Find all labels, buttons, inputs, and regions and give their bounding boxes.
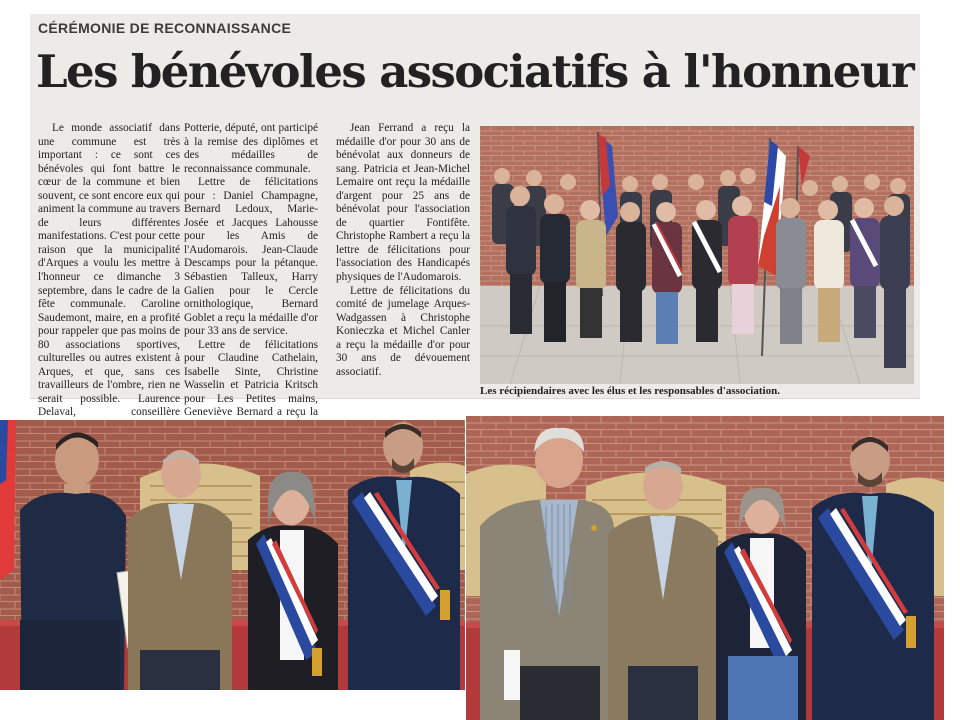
photo-caption: Les récipiendaires avec les élus et les responsables d'association. — [480, 385, 780, 397]
article-group-photo — [480, 126, 914, 384]
article-paragraph: Le monde associatif dans une commune est très important : ce sont ces bénévoles qui font battre le cœur de la commune et bien souvent, ce sont encore eux qui animent la commune au travers de leurs différentes manifestations. C'est pour cette raison que la municipalité d'Arques a voulu les mettre à l'honneur ce dimanche 3 septembre, dans le cadre de la fête communale. Caroline Saudemont, maire, en a profité pour rappeler que pas moins de 80 associations sportives, culturelles ou autres existent à Arques, et que, sans ces travailleurs de l'ombre, rien ne serait possible. Laurence Delaval, conseillère — [38, 122, 180, 419]
article-column-3 — [336, 122, 470, 379]
article-paragraph: Lettre de félicitations pour : Daniel Champagne, Bernard Ledoux, Marie-Josée et Jacques Lahousse pour les Amis de l'Audomarois. Jean-Claude Descamps pour la pétanque. Sébastien Talleux, Harry Galien pour le Cercle ornithologique, Bernard Goblet a reçu la médaille d'or pour 33 ans de service. — [184, 176, 318, 338]
article-paragraph: Jean Ferrand a reçu la médaille d'or pour 30 ans de bénévolat aux donneurs de sang. Patricia et Jean-Michel Lemaire ont reçu la médaille d'argent pour 25 ans de bénévolat pour l'association de quartier Fontifête. Christophe Rambert a reçu la lettre de félicitations pour l'association des Handicapés physiques de l'Audomarois. — [336, 122, 470, 284]
newspaper-clipping — [30, 14, 920, 419]
article-headline: Les bénévoles associatifs à l'honneur — [36, 45, 914, 98]
article-paragraph: Lettre de félicitations du comité de jumelage Arques-Wadgassen à Christophe Konieczka et Michel Canler a reçu la médaille d'or pour 30 ans de dévouement associatif. — [336, 284, 470, 378]
ceremony-photo-left — [0, 420, 465, 690]
article-paragraph: Lettre de félicitations pour Claudine Cathelain, Isabelle Sinte, Christine Wasselin et Patricia Kritsch pour Les Petites mains, Geneviève Bernard a reçu la — [184, 338, 318, 419]
article-kicker: CÉRÉMONIE DE RECONNAISSANCE — [38, 20, 292, 36]
article-column-2 — [184, 122, 318, 447]
article-column-1 — [38, 122, 180, 434]
ceremony-photo-right — [466, 416, 944, 720]
article-paragraph: Potterie, député, ont participé à la remise des diplômes et des médailles de reconnaissance communale. — [184, 122, 318, 175]
